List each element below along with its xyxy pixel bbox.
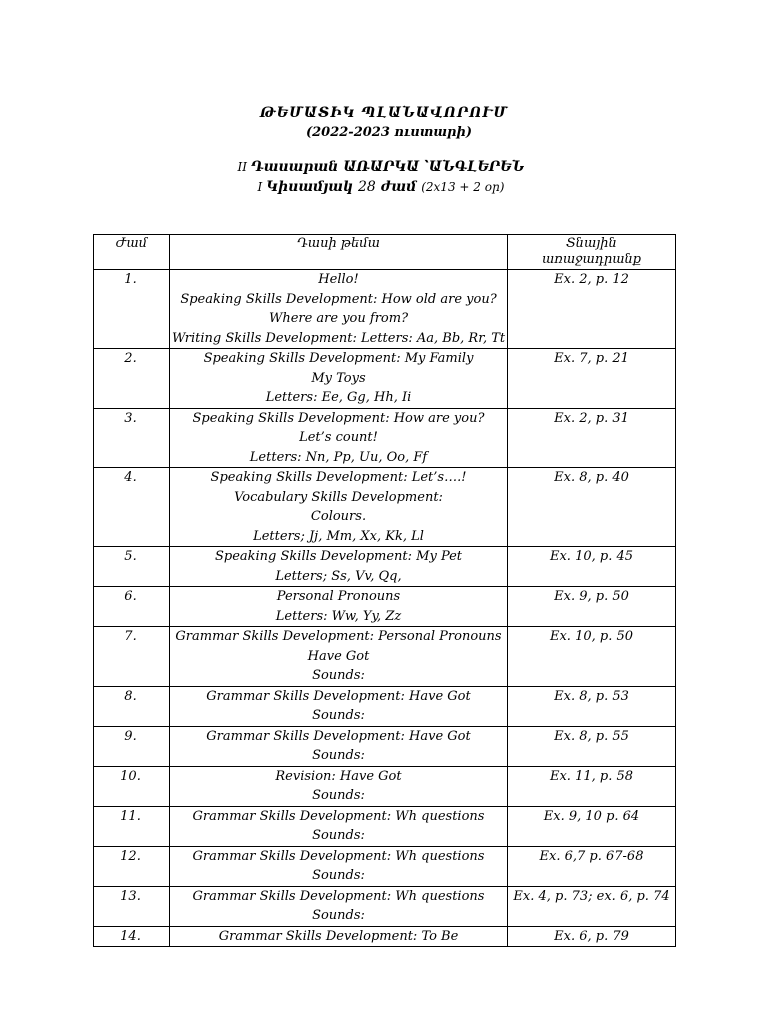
- row-number: 14.: [94, 926, 170, 947]
- topic-line: Sounds:: [312, 668, 365, 683]
- row-topic: [170, 349, 508, 409]
- row-number: 10.: [94, 766, 170, 806]
- row-topic: [170, 926, 508, 947]
- topic-line: Writing Skills Development: Letters: Aa, Bb, Rr, Tt: [172, 330, 506, 346]
- row-topic: [170, 806, 508, 846]
- table-row: [94, 270, 676, 349]
- row-topic: [170, 886, 508, 926]
- semester-line: [0, 178, 768, 196]
- row-topic: [170, 766, 508, 806]
- topic-line: Hello!: [318, 272, 359, 287]
- table-row: [94, 349, 676, 409]
- topic-line: Grammar Skills Development: Wh questions: [192, 848, 485, 864]
- row-homework: Ex. 9, p. 50: [508, 587, 676, 627]
- row-homework: Ex. 4, p. 73; ex. 6, p. 74: [508, 886, 676, 926]
- topic-line: Sounds:: [312, 868, 365, 883]
- topic-line: Letters: Ww, Yy, Zz: [275, 608, 402, 624]
- topic-line: Grammar Skills Development: To Be: [218, 928, 459, 944]
- topic-line: Sounds:: [312, 908, 365, 923]
- class-subject-line: [0, 158, 768, 176]
- row-homework: Ex. 10, p. 50: [508, 627, 676, 687]
- class-number: II: [237, 160, 247, 174]
- row-topic: [170, 726, 508, 766]
- row-homework: Ex. 2, p. 12: [508, 270, 676, 349]
- row-number: 5.: [94, 547, 170, 587]
- row-homework: Ex. 11, p. 58: [508, 766, 676, 806]
- topic-line: Speaking Skills Development: How old are you?: [180, 291, 497, 307]
- table-row: [94, 587, 676, 627]
- topic-line: Colours.: [310, 509, 367, 524]
- table-header-row: [94, 235, 676, 270]
- row-topic: [170, 270, 508, 349]
- document-title: ԹԵՄԱՏԻԿ ՊԼԱՆԱՎՈՐՈՒՄ: [259, 105, 509, 121]
- topic-line: Have Got: [307, 648, 370, 664]
- hours-detail: (2x13 + 2 օր): [421, 180, 505, 194]
- row-number: 7.: [94, 627, 170, 687]
- topic-line: Sounds:: [312, 708, 365, 723]
- row-number: 12.: [94, 846, 170, 886]
- row-number: 3.: [94, 408, 170, 468]
- header-homework: [508, 235, 676, 270]
- row-number: 2.: [94, 349, 170, 409]
- table-row: [94, 468, 676, 547]
- topic-line: Speaking Skills Development: My Pet: [214, 549, 463, 564]
- table-row: [94, 926, 676, 947]
- hours-word: ժամ: [380, 179, 417, 195]
- row-homework: Ex. 7, p. 21: [508, 349, 676, 409]
- semester-text: Կիսամյակ: [266, 179, 354, 195]
- topic-line: Grammar Skills Development: Have Got: [206, 728, 471, 744]
- topic-line: Revision: Have Got: [275, 768, 402, 784]
- topic-line: Grammar Skills Development: Have Got: [206, 688, 471, 704]
- table-row: [94, 408, 676, 468]
- class-subject-text: Դասարան ԱՌԱՐԿԱ ՝ԱՆԳԼԵՐԵՆ: [250, 159, 525, 175]
- topic-line: Speaking Skills Development: My Family: [203, 351, 474, 366]
- row-number: 4.: [94, 468, 170, 547]
- row-number: 11.: [94, 806, 170, 846]
- topic-line: Letters: Ee, Gg, Hh, Ii: [265, 390, 412, 405]
- header-homework-line2: առաջադրանք: [541, 252, 642, 267]
- row-topic: [170, 408, 508, 468]
- header-hour: Ժամ: [94, 235, 170, 270]
- school-year: (2022-2023 ուստարի): [305, 125, 473, 140]
- hours-number: 28: [357, 179, 376, 195]
- topic-line: Grammar Skills Development: Wh questions: [192, 888, 485, 904]
- table-row: [94, 806, 676, 846]
- topic-line: Speaking Skills Development: How are you?: [192, 410, 485, 426]
- header-topic: Դասի թեմա: [170, 235, 508, 270]
- header-homework-line1: Տնային: [566, 236, 617, 251]
- row-number: 8.: [94, 686, 170, 726]
- topic-line: Letters; Ss, Vv, Qq,: [275, 568, 402, 584]
- topic-line: Letters: Nn, Pp, Uu, Oo, Ff: [249, 449, 428, 465]
- topic-line: Grammar Skills Development: Wh questions: [192, 808, 485, 824]
- topic-line: Grammar Skills Development: Personal Pronouns: [175, 629, 502, 644]
- row-topic: [170, 686, 508, 726]
- table-row: [94, 686, 676, 726]
- topic-line: Vocabulary Skills Development:: [234, 489, 443, 505]
- topic-line: Where are you from?: [268, 311, 409, 326]
- row-homework: Ex. 2, p. 31: [508, 408, 676, 468]
- row-number: 1.: [94, 270, 170, 349]
- table-row: [94, 846, 676, 886]
- row-homework: Ex. 10, p. 45: [508, 547, 676, 587]
- row-topic: [170, 547, 508, 587]
- row-topic: [170, 627, 508, 687]
- semester-number: I: [257, 180, 263, 194]
- row-homework: Ex. 6,7 p. 67-68: [508, 846, 676, 886]
- table-row: [94, 547, 676, 587]
- row-topic: [170, 846, 508, 886]
- topic-line: Speaking Skills Development: Let’s….!: [210, 470, 467, 485]
- topic-line: Sounds:: [312, 748, 365, 763]
- row-homework: Ex. 8, p. 55: [508, 726, 676, 766]
- topic-line: Letters; Jj, Mm, Xx, Kk, Ll: [253, 528, 424, 544]
- row-topic: [170, 468, 508, 547]
- topic-line: Let’s count!: [299, 430, 378, 445]
- row-topic: [170, 587, 508, 627]
- table-row: [94, 627, 676, 687]
- topic-line: Sounds:: [312, 788, 365, 803]
- table-row: [94, 886, 676, 926]
- table-row: [94, 766, 676, 806]
- row-homework: Ex. 8, p. 40: [508, 468, 676, 547]
- row-homework: Ex. 6, p. 79: [508, 926, 676, 947]
- thematic-plan-table: [93, 234, 676, 947]
- topic-line: Sounds:: [312, 828, 365, 843]
- row-number: 13.: [94, 886, 170, 926]
- topic-line: Personal Pronouns: [276, 589, 401, 604]
- row-number: 6.: [94, 587, 170, 627]
- row-number: 9.: [94, 726, 170, 766]
- row-homework: Ex. 9, 10 p. 64: [508, 806, 676, 846]
- table-row: [94, 726, 676, 766]
- topic-line: My Toys: [311, 370, 366, 386]
- row-homework: Ex. 8, p. 53: [508, 686, 676, 726]
